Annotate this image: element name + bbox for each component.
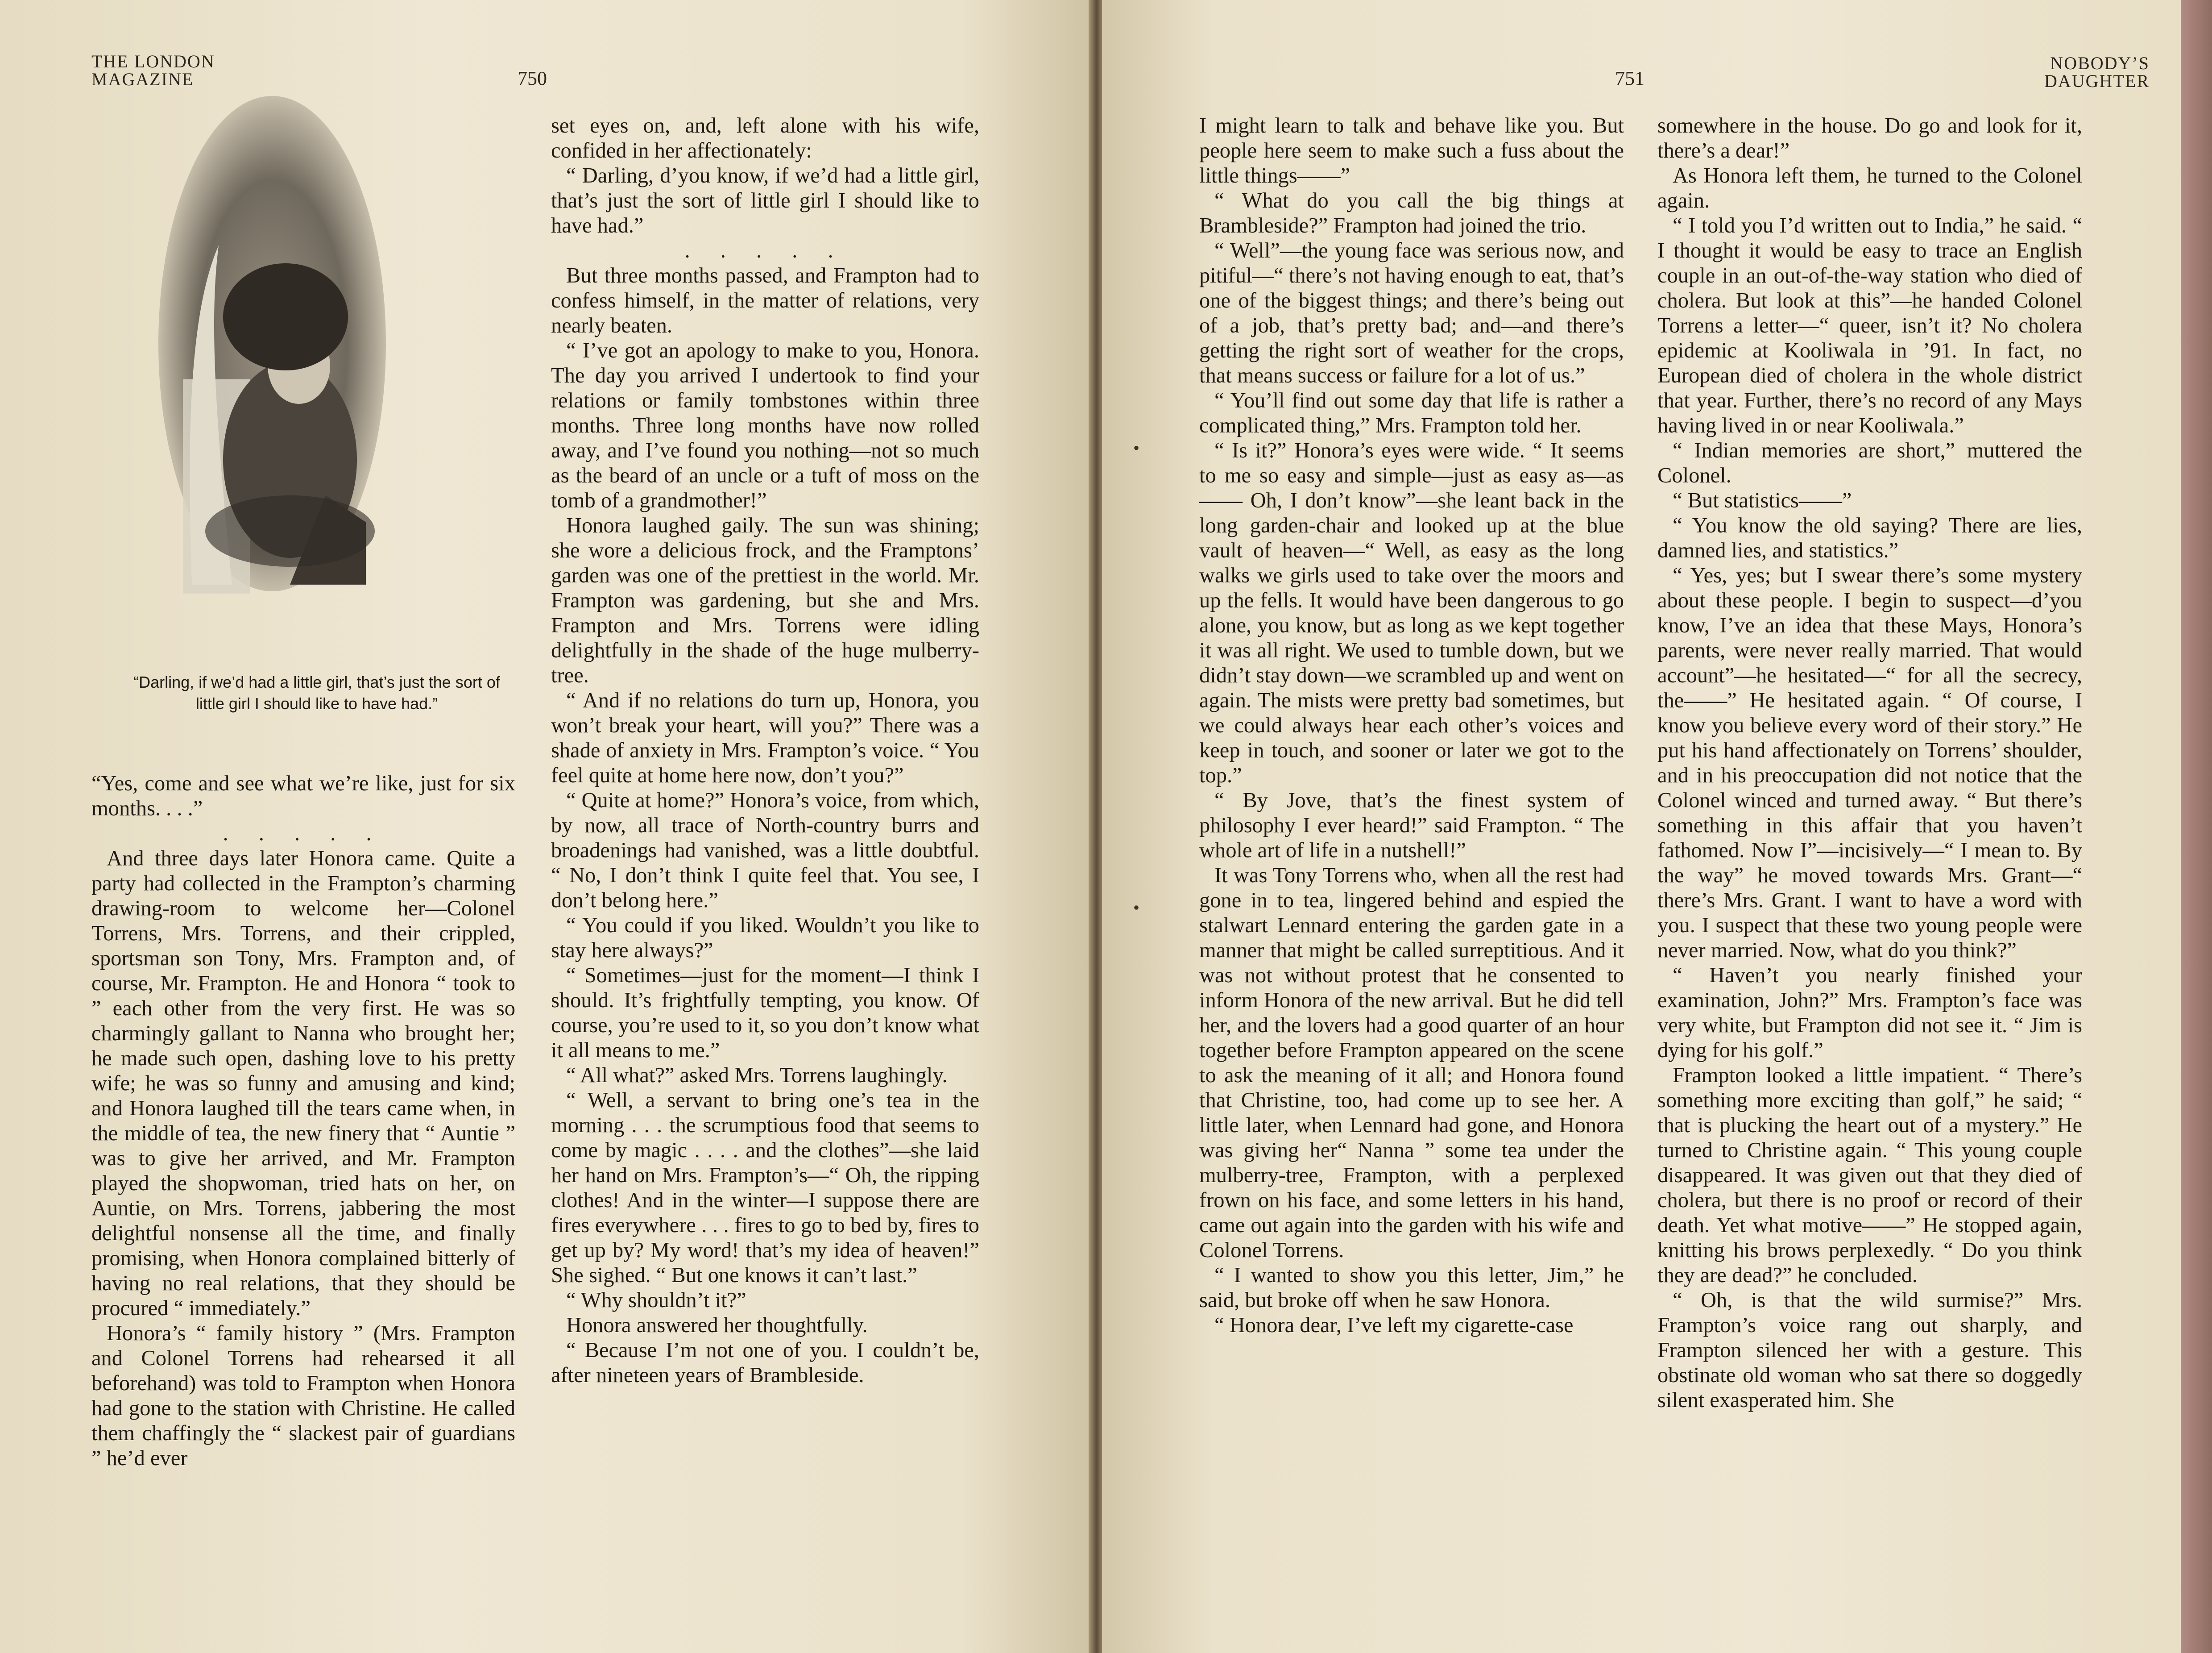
paragraph: “ Well”—the young face was serious now, and pitiful—“ there’s not having enough to eat, that’s one of the biggest things; and there’s being out of a job, that’s pretty bad; and—and there’s getting the right sort of weather for the crops, that means success or failure for a lot of us.” — [1199, 239, 1624, 387]
left-page — [0, 0, 1091, 1653]
running-header-right: NOBODY’S DAUGHTER — [2044, 53, 2150, 91]
book-cover-edge — [2181, 0, 2212, 1653]
paragraph: “ You’ll find out some day that life is rather a complicated thing,” Mrs. Frampton told her. — [1199, 389, 1624, 437]
left-column-1 — [91, 771, 515, 1471]
right-column-1 — [1199, 113, 1624, 1338]
section-break: . . . . . — [223, 822, 384, 845]
right-column-2 — [1657, 113, 2082, 1413]
paragraph: “ And if no relations do turn up, Honora, you won’t break your heart, will you?” There was a shade of anxiety in Mrs. Frampton’s voice. “ You feel quite at home here now, don’t you?” — [551, 689, 979, 787]
paragraph: “ Yes, yes; but I swear there’s some mystery about these people. I begin to suspect—d’you know, I’ve an idea that these Mays, Honora’s parents, were never really married. That would account”—he hesitated—“ for all the secrecy, the——” He hesitated again. “ Of course, I know you believe every word of their story.” He put his hand affectionately on Torrens’ shoulder, and in his preoccupation did not notice that the Colonel winced and turned away. “ But there’s something in this affair that you haven’t fathomed. Now I”—incisively—“ I mean to. By the way” he moved towards Mrs. Grant—“ there’s Mrs. Grant. I want to have a word with you. I suspect that these two young people were never married. Now, what do you think?” — [1657, 564, 2082, 962]
page-number-left: 750 — [518, 67, 547, 89]
paragraph: “ Well, a servant to bring one’s tea in the morning . . . the scrumptious food that seems to come by magic . . . . and the clothes”—she laid her hand on Mrs. Frampton’s—“ Oh, the ripping clothes! And in the winter—I suppose there are fires everywhere . . . fires to go to bed by, fires to get up by? My word! that’s my idea of heaven!” She sighed. “ But one knows it can’t last.” — [551, 1088, 979, 1287]
paragraph: “ Indian memories are short,” muttered the Colonel. — [1657, 439, 2082, 487]
paragraph: And three days later Honora came. Quite a party had collected in the Frampton’s charming drawing-room to welcome her—Colonel Torrens, Mrs. Torrens, and their crippled, sportsman son Tony, Mrs. Frampton and, of course, Mr. Frampton. He and Honora “ took to ” each other from the very first. He was so charmingly gallant to Nanna who brought her; he made such open, dashing love to his pretty wife; he was so funny and amusing and kind; and Honora laughed till the tears came when, in the middle of tea, the new finery that “ Auntie ” was to give her arrived, and Mr. Frampton played the shopwoman, tried hats on her, on Auntie, on Mrs. Torrens, jabbering the most delightful nonsense all the time, and finally promising, when Honora complained bitterly of having no real relations, that they should be procured “ immediately.” — [91, 847, 515, 1320]
paragraph: “ I wanted to show you this letter, Jim,” he said, but broke off when he saw Honora. — [1199, 1263, 1624, 1312]
paragraph: Frampton looked a little impatient. “ There’s something more exciting than golf,” he said; “ that is plucking the heart out of a mystery.” He turned to Christine again. “ This young couple disappeared. It was given out that they died of cholera, but there is no proof or record of their death. Yet what motive——” He stopped again, knitting his brows perplexedly. “ Do you think they are dead?” he concluded. — [1657, 1063, 2082, 1287]
paragraph: “ All what?” asked Mrs. Torrens laughingly. — [566, 1063, 948, 1087]
paragraph: “ You know the old saying? There are lies, damned lies, and statistics.” — [1657, 514, 2082, 562]
paragraph: “ Because I’m not one of you. I couldn’t be, after nineteen years of Brambleside. — [551, 1338, 979, 1387]
paragraph: “ Why shouldn’t it?” — [566, 1288, 746, 1312]
margin-mark: • — [1133, 438, 1140, 458]
margin-mark: • — [1133, 897, 1140, 918]
paragraph: somewhere in the house. Do go and look for it, there’s a dear!” — [1657, 114, 2082, 162]
paragraph: “ By Jove, that’s the finest system of philosophy I ever heard!” said Frampton. “ The whole art of life in a nutshell!” — [1199, 789, 1624, 862]
paragraph: set eyes on, and, left alone with his wife, confided in her affectionately: — [551, 114, 979, 162]
illustration-photo — [156, 94, 388, 594]
illustration-caption: “Darling, if we’d had a little girl, that’s just the sort of little girl I should like to have had.” — [133, 673, 500, 713]
page-number-right: 751 — [1615, 67, 1645, 89]
paragraph: Honora answered her thoughtfully. — [566, 1313, 868, 1337]
paragraph: “ I’ve got an apology to make to you, Honora. The day you arrived I undertook to find your relations or family tombstones within three months. Three long months have now rolled away, and I’ve found you nothing—not so much as the beard of an uncle or a tuft of moss on the tomb of a grandmother!” — [551, 339, 979, 512]
paragraph: I might learn to talk and behave like you. But people here seem to make such a fuss about the little things——” — [1199, 114, 1624, 187]
paragraph: “ But statistics——” — [1673, 489, 1852, 512]
running-header-left: THE LONDON MAGAZINE — [91, 51, 215, 89]
paragraph: “ Honora dear, I’ve left my cigarette-case — [1214, 1313, 1574, 1337]
right-page — [1102, 0, 2212, 1653]
paragraph: “ I told you I’d written out to India,” he said. “ I thought it would be easy to trace an English couple in an out-of-the-way station who died of cholera. But look at this”—he handed Colonel Torrens a letter—“ queer, isn’t it? No cholera epidemic at Kooliwala in ’91. In fact, no European died of cholera in the whole district that year. Further, there’s no record of any Mays having lived in or near Kooliwala.” — [1657, 214, 2082, 437]
paragraph: “ Haven’t you nearly finished your examination, John?” Mrs. Frampton’s face was very white, but Frampton did not see it. “ Jim is dying for his golf.” — [1657, 964, 2082, 1062]
paragraph: “ Darling, d’you know, if we’d had a little girl, that’s just the sort of little girl I should like to have had.” — [551, 164, 979, 237]
paragraph: “Yes, come and see what we’re like, just for six months. . . .” — [91, 772, 515, 820]
paragraph: It was Tony Torrens who, when all the rest had gone in to tea, lingered behind and espied the stalwart Lennard entering the garden gate in a manner that might be called surreptitious. And it was not without protest that he consented to inform Honora of the new arrival. But he did tell her, and the lovers had a good quarter of an hour together before Frampton appeared on the scene to ask the meaning of it all; and Honora found that Christine, too, had come up to see her. A little later, when Lennard had gone, and Honora was giving her“ Nanna ” some tea under the mulberry-tree, Frampton, with a perplexed frown on his face, and some letters in his hand, came out again into the garden with his wife and Colonel Torrens. — [1199, 864, 1624, 1262]
paragraph: As Honora left them, he turned to the Colonel again. — [1657, 164, 2082, 212]
paragraph: Honora laughed gaily. The sun was shining; she wore a delicious frock, and the Framptons’ garden was one of the prettiest in the world. Mr. Frampton was gardening, but she and Mrs. Frampton and Mrs. Torrens were idling delightfully in the shade of the huge mulberry-tree. — [551, 514, 979, 687]
paragraph: “ Is it?” Honora’s eyes were wide. “ It seems to me so easy and simple—just as easy as—as—— Oh, I don’t know”—she leant back in the long garden-chair and looked up at the blue vault of heaven—“ Well, as easy as the long walks we girls used to take over the moors and up the fells. It would have been dangerous to go alone, you know, but as long as we kept together it was all right. We used to tumble down, but we didn’t stay down—we scrambled up and went on again. The mists were pretty bad sometimes, but we could always hear each other’s voices and keep in touch, and sooner or later we got to the top.” — [1199, 439, 1624, 787]
section-break: . . . . . — [684, 239, 846, 262]
paragraph: “ Oh, is that the wild surmise?” Mrs. Frampton’s voice rang out sharply, and Frampton silenced her with a gesture. This obstinate old woman who sat there so doggedly silent exasperated him. She — [1657, 1288, 2082, 1412]
paragraph: But three months passed, and Frampton had to confess himself, in the matter of relations, very nearly beaten. — [551, 264, 979, 337]
paragraph: “ You could if you liked. Wouldn’t you like to stay here always?” — [551, 914, 979, 962]
left-column-2 — [551, 113, 979, 1388]
paragraph: “ What do you call the big things at Brambleside?” Frampton had joined the trio. — [1199, 189, 1624, 237]
paragraph: Honora’s “ family history ” (Mrs. Frampton and Colonel Torrens had rehearsed it all beforehand) was told to Frampton when Honora had gone to the station with Christine. He called them chaffingly the “ slackest pair of guardians ” he’d ever — [91, 1321, 515, 1470]
paragraph: “ Quite at home?” Honora’s voice, from which, by now, all trace of North-country burrs and broadenings had vanished, was a little doubtful. “ No, I don’t think I quite feel that. You see, I don’t belong here.” — [551, 789, 979, 912]
paragraph: “ Sometimes—just for the moment—I think I should. It’s frightfully tempting, you know. Of course, you’re used to it, so you don’t know what it all means to me.” — [551, 964, 979, 1062]
